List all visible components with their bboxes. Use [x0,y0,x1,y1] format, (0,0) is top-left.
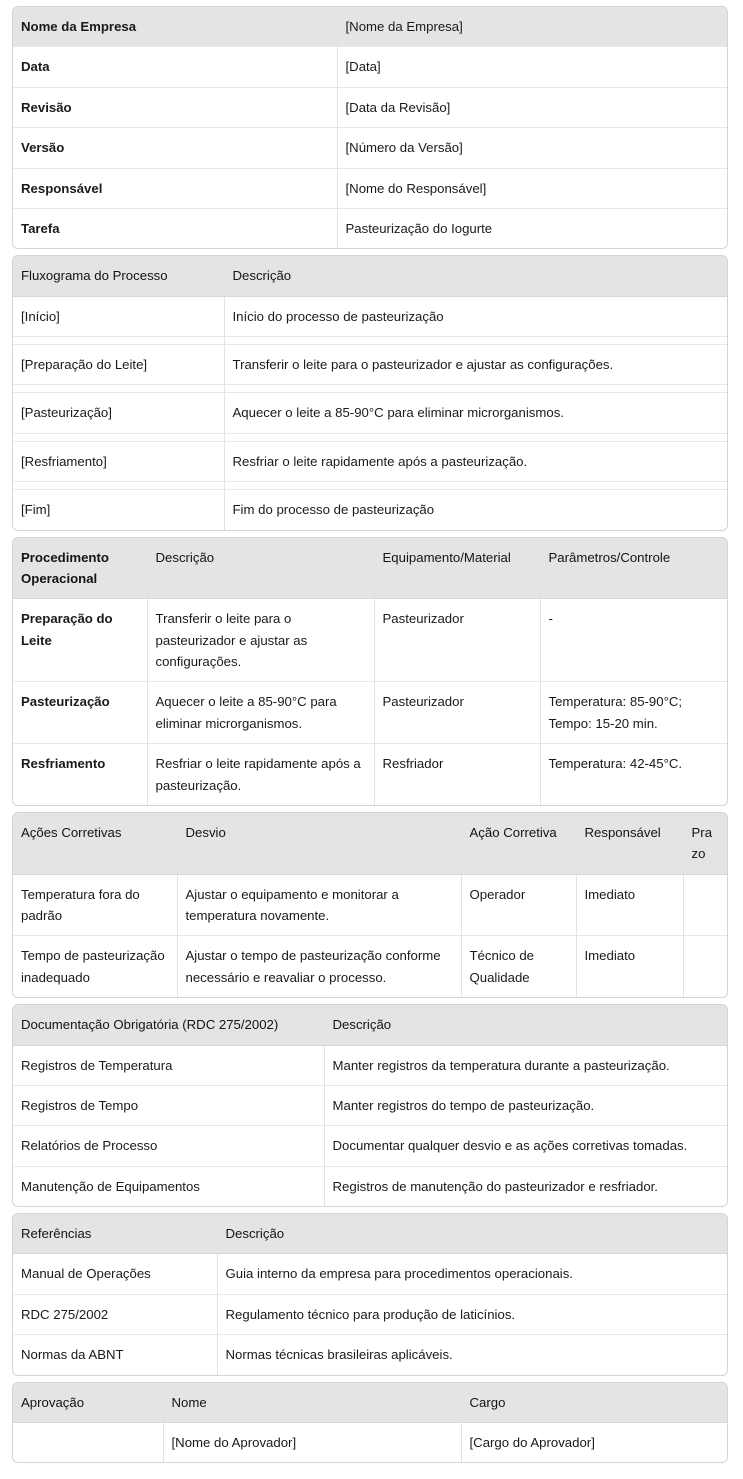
doc-nome: Relatórios de Processo [13,1126,324,1166]
corr-desvio: Ajustar o equipamento e monitorar a temperatura novamente. [177,874,461,936]
corr-acao-corretiva: Operador [461,874,576,936]
info-label-revisao: Revisão [13,87,337,127]
flow-descricao: Resfriar o leite rapidamente após a pasteurização. [224,441,727,481]
informacoes-gerais-grid [13,7,727,248]
table-row [13,1254,727,1294]
info-label-versao: Versão [13,128,337,168]
proc-nome: Preparação do Leite [13,599,147,682]
col-header-prazo: Prazo [683,813,727,874]
aprovacao-grid [13,1383,727,1463]
procedimento-operacional-grid [13,538,727,805]
flow-descricao: Início do processo de pasteurização [224,296,727,336]
doc-descricao: Manter registros do tempo de pasteurização. [324,1085,727,1125]
corr-acao-corretiva: Técnico de Qualidade [461,936,576,997]
spacer-cell [13,385,224,393]
referencias-grid [13,1214,727,1375]
proc-parametros: Temperatura: 42-45°C. [548,756,683,772]
referencias-table [12,1213,728,1376]
informacoes-gerais-table [12,6,728,249]
col-header-fluxograma: Fluxograma do Processo [13,256,224,296]
info-value-empresa: [Nome da Empresa] [337,7,727,47]
col-header-responsavel: Responsável [576,813,683,874]
table-row [13,47,727,87]
col-header-descricao: Descrição [224,256,727,296]
doc-descricao: Documentar qualquer desvio e as ações corretivas tomadas. [324,1126,727,1166]
col-header-descricao: Descrição [147,538,374,599]
col-header-referencias: Referências [13,1214,217,1254]
col-header-descricao: Descrição [324,1005,727,1045]
corr-responsavel: Imediato [576,874,683,936]
table-spacer-row [13,337,727,345]
corr-responsavel: Imediato [576,936,683,997]
table-row [13,1045,727,1085]
table-spacer-row [13,482,727,490]
table-row [13,208,727,248]
info-value-tarefa: Pasteurização do Iogurte [345,220,493,236]
flow-etapa: [Resfriamento] [13,441,224,481]
info-value-versao: [Número da Versão] [337,128,727,168]
documentacao-obrigatoria-table [12,1004,728,1207]
proc-nome: Resfriamento [13,744,147,805]
proc-nome: Pasteurização [13,682,147,744]
table-row [13,1422,727,1462]
table-row [13,1126,727,1166]
table-row [13,874,727,936]
corr-acao: Tempo de pasteurização inadequado [13,936,177,997]
table-row [13,599,727,682]
table-header-row [13,538,727,599]
col-header-descricao: Descrição [217,1214,727,1254]
ref-descricao: Normas técnicas brasileiras aplicáveis. [225,1347,453,1363]
col-header-equipamento: Equipamento/Material [374,538,540,599]
spacer-cell [224,385,727,393]
info-value-responsavel: [Nome do Responsável] [337,168,727,208]
ref-descricao: Regulamento técnico para produção de laticínios. [217,1294,727,1334]
doc-descricao: Manter registros da temperatura durante a pasteurização. [324,1045,727,1085]
col-header-procedimento: Procedimento Operacional [13,538,147,599]
doc-nome: Manutenção de Equipamentos [13,1166,324,1206]
table-header-row [13,1383,727,1423]
table-row [13,1166,727,1206]
flow-descricao: Aquecer o leite a 85-90°C para eliminar microrganismos. [224,393,727,433]
col-header-parametros: Parâmetros/Controle [540,538,727,599]
table-row [13,168,727,208]
ref-nome: RDC 275/2002 [13,1294,217,1334]
spacer-cell [224,433,727,441]
ref-nome: Manual de Operações [13,1254,217,1294]
col-header-acoes-corretivas: Ações Corretivas [13,813,177,874]
documentacao-obrigatoria-grid [13,1005,727,1206]
doc-nome: Registros de Temperatura [13,1045,324,1085]
proc-descricao: Resfriar o leite rapidamente após a pasteurização. [147,744,374,805]
table-row [13,744,727,805]
table-row [13,490,727,530]
proc-equipamento: Pasteurizador [374,599,540,682]
flow-etapa: [Pasteurização] [13,393,224,433]
info-label-data: Data [13,47,337,87]
table-row [13,87,727,127]
info-label-responsavel: Responsável [13,168,337,208]
spacer-cell [224,337,727,345]
spacer-cell [13,433,224,441]
table-row [13,441,727,481]
table-header-row [13,1005,727,1045]
aprovacao-table [12,1382,728,1464]
spacer-cell [13,482,224,490]
proc-parametros: Temperatura: 85-90°C; Tempo: 15-20 min. [540,682,727,744]
acoes-corretivas-grid [13,813,727,997]
apr-nome: [Nome do Aprovador] [163,1422,461,1462]
proc-equipamento: Pasteurizador [374,682,540,744]
table-row [13,296,727,336]
col-header-desvio: Desvio [177,813,461,874]
col-header-documentacao: Documentação Obrigatória (RDC 275/2002) [13,1005,324,1045]
proc-descricao: Aquecer o leite a 85-90°C para eliminar microrganismos. [147,682,374,744]
doc-descricao: Registros de manutenção do pasteurizador e resfriador. [332,1178,658,1194]
proc-equipamento: Resfriador [374,744,540,805]
table-spacer-row [13,385,727,393]
acoes-corretivas-table [12,812,728,998]
table-row [13,1294,727,1334]
col-header-nome: Nome [163,1383,461,1423]
col-header-aprovacao: Aprovação [13,1383,163,1423]
apr-cargo: [Cargo do Aprovador] [469,1434,595,1450]
ref-descricao: Guia interno da empresa para procedimentos operacionais. [217,1254,727,1294]
ref-nome: Normas da ABNT [13,1335,217,1375]
table-row [13,936,727,997]
fluxograma-table [12,255,728,530]
fluxograma-grid [13,256,727,529]
doc-nome: Registros de Tempo [13,1085,324,1125]
flow-etapa: [Preparação do Leite] [13,345,224,385]
table-row [13,393,727,433]
table-spacer-row [13,433,727,441]
flow-descricao: Fim do processo de pasteurização [232,502,435,518]
table-row [13,682,727,744]
table-header-row [13,256,727,296]
corr-acao: Temperatura fora do padrão [13,874,177,936]
table-row [13,1335,727,1375]
spacer-cell [13,337,224,345]
info-label-tarefa: Tarefa [13,208,337,248]
flow-etapa: [Início] [13,296,224,336]
spacer-cell [224,482,727,490]
flow-descricao: Transferir o leite para o pasteurizador e ajustar as configurações. [224,345,727,385]
col-header-cargo: Cargo [461,1383,727,1423]
corr-desvio: Ajustar o tempo de pasteurização conforme necessário e reavaliar o processo. [177,936,461,997]
info-value-revisao: [Data da Revisão] [337,87,727,127]
procedimento-operacional-table [12,537,728,806]
flow-etapa: [Fim] [13,490,224,530]
corr-prazo [683,874,727,936]
info-value-data: [Data] [337,47,727,87]
table-row [13,345,727,385]
table-row [13,128,727,168]
proc-parametros: - [540,599,727,682]
table-row [13,1085,727,1125]
info-label-empresa: Nome da Empresa [13,7,337,47]
table-row [13,7,727,47]
table-header-row [13,1214,727,1254]
col-header-acao-corretiva: Ação Corretiva [461,813,576,874]
proc-descricao: Transferir o leite para o pasteurizador e ajustar as configurações. [147,599,374,682]
table-header-row [13,813,727,874]
apr-aprovacao [13,1422,163,1462]
corr-prazo [683,936,727,997]
